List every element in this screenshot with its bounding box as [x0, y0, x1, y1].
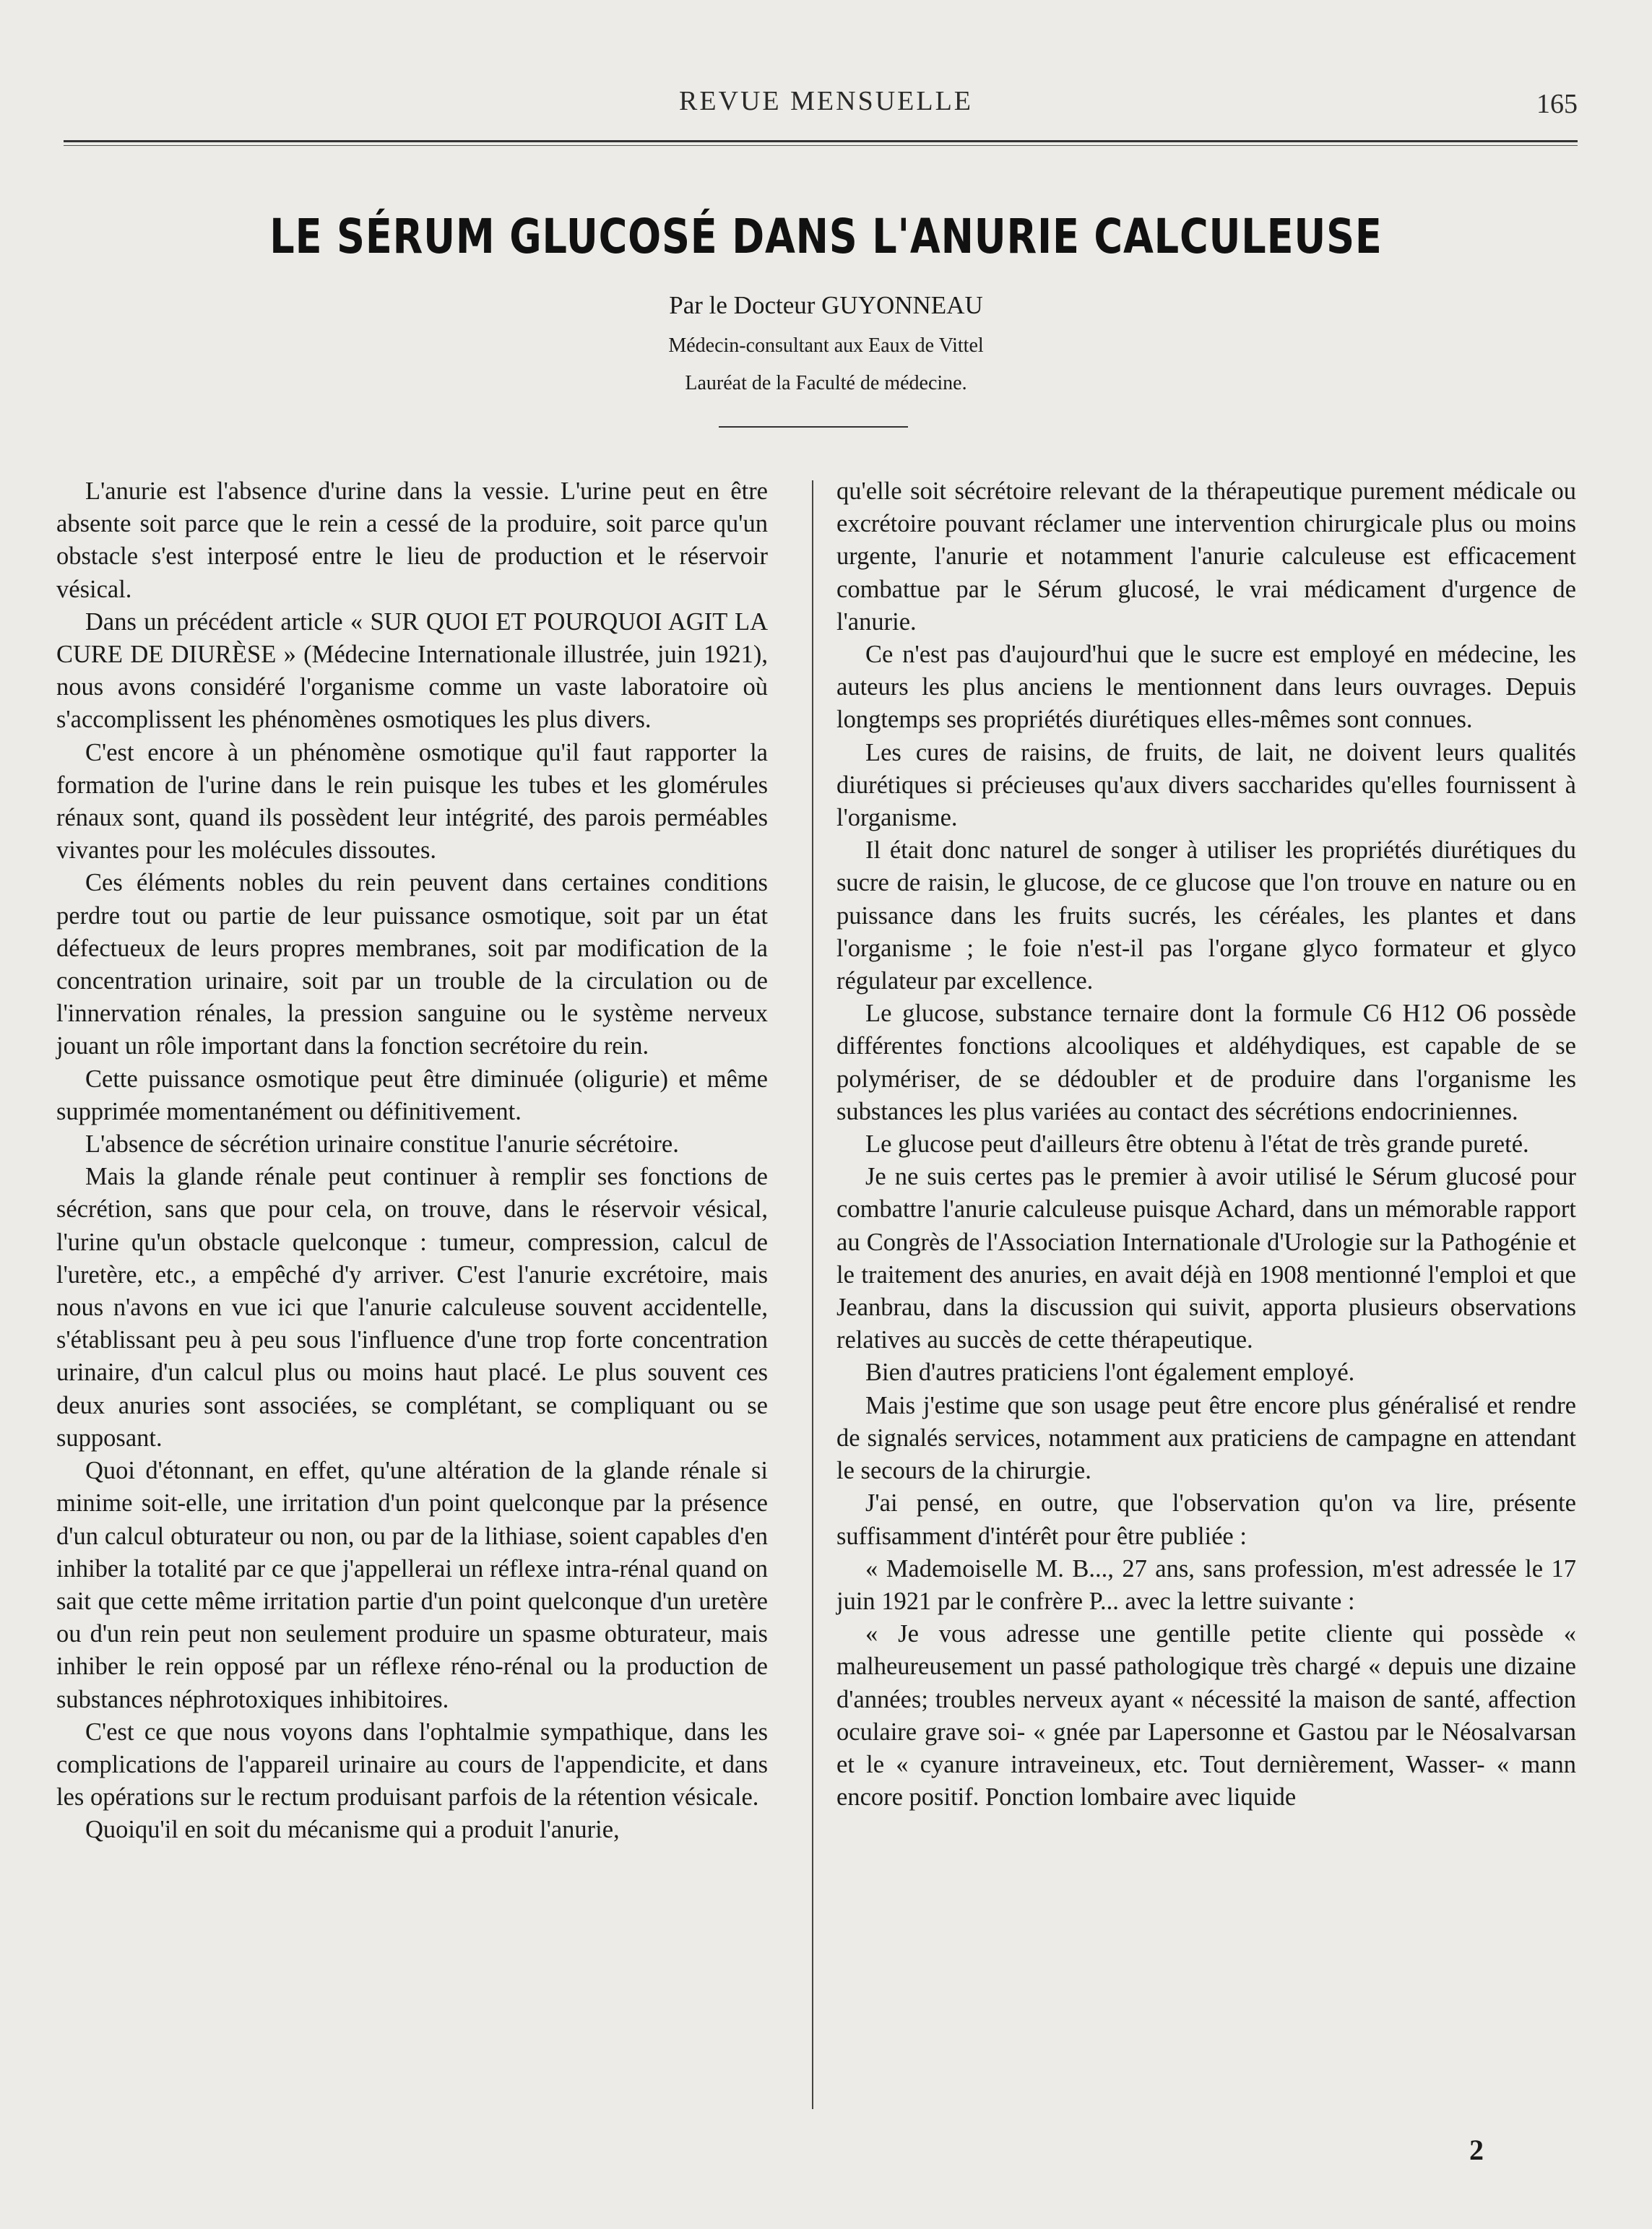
paragraph: Mais j'estime que son usage peut être encore plus généralisé et rendre de signalés services, notamment aux praticiens de campagne en attendant le secours de la chirurgie.: [836, 1391, 1576, 1485]
paragraph: Cette puissance osmotique peut être diminuée (oligurie) et même supprimée momentanément ou définitivement.: [56, 1065, 768, 1125]
letter-quote: « Je vous adresse une gentille petite cliente qui possède « malheureusement un passé pathologique très chargé « depuis une dizaine d'années; troubles nerveux ayant « nécessité la maison de santé, affection oculaire grave soi- « gnée par Lapersonne et Gastou par le Néosalvarsan et le « cyanure intraveineux, etc. Tout dernièrement, Wasser- « mann encore positif. Ponction lombaire avec liquide: [836, 1620, 1576, 1812]
author-byline: Par le Docteur GUYONNEAU: [669, 291, 983, 319]
paragraph: Ce n'est pas d'aujourd'hui que le sucre est employé en médecine, les auteurs les plus anciens le mentionnent dans leurs ouvrages. Depuis longtemps ses propriétés diurétiques elles-mêmes sont connues.: [836, 641, 1576, 734]
paragraph: C'est encore à un phénomène osmotique qu'il faut rapporter la formation de l'urine dans le rein puisque les tubes et les glomérules rénaux sont, quand ils possèdent leur intégrité, des parois perméables vivantes pour les molécules dissoutes.: [56, 738, 768, 865]
right-column: [836, 475, 1576, 1814]
signature-mark: 2: [1469, 2134, 1484, 2166]
paragraph: Je ne suis certes pas le premier à avoir utilisé le Sérum glucosé pour combattre l'anurie calculeuse puisque Achard, dans un mémorable rapport au Congrès de l'Association Internationale d'Urologie sur la Pathogénie et le traitement des anuries, en avait déjà en 1908 mentionné l'emploi et que Jeanbrau, dans la discussion qui suivit, apporta plusieurs observations relatives au succès de cette thérapeutique.: [836, 1163, 1576, 1354]
paragraph: L'absence de sécrétion urinaire constitue l'anurie sécrétoire.: [85, 1130, 679, 1159]
column-divider: [812, 480, 813, 2109]
running-header: [0, 85, 1652, 136]
page-number: 165: [1536, 89, 1578, 119]
author-affiliation: Médecin-consultant aux Eaux de Vittel: [668, 334, 984, 357]
article-title: LE SÉRUM GLUCOSÉ DANS L'ANURIE CALCULEUSE: [269, 209, 1383, 264]
paragraph: Le glucose peut d'ailleurs être obtenu à l'état de très grande pureté.: [865, 1130, 1529, 1159]
paragraph: Bien d'autres praticiens l'ont également employé.: [865, 1359, 1355, 1387]
paragraph: L'anurie est l'absence d'urine dans la vessie. L'urine peut en être absente soit parce que le rein a cessé de la produire, soit parce qu'un obstacle s'est interposé entre le lieu de production et le réservoir vésical.: [56, 477, 768, 603]
paragraph: Quoi d'étonnant, en effet, qu'une altération de la glande rénale si minime soit-elle, une irritation d'un point quelconque par la présence d'un calcul obturateur ou non, ou par de la lithiase, soient capables d'en inhiber la totalité par ce que j'appellerai un réflexe intra-rénal quand on sait que cette même irritation partie d'un point quelconque d'un uretère ou d'un rein peut non seulement produire un spasme obturateur, mais inhiber le rein opposé par un réflexe réno-rénal ou la production de substances néphrotoxiques inhibitoires.: [56, 1457, 768, 1713]
author-distinction: Lauréat de la Faculté de médecine.: [685, 372, 967, 394]
paragraph: Ces éléments nobles du rein peuvent dans certaines conditions perdre tout ou partie de leur puissance osmotique, soit par un état défectueux de leurs propres membranes, soit par modification de la concentration urinaire, soit par un trouble de la circulation ou de l'innervation rénales, la pression sanguine ou le système nerveux jouant un rôle important dans la fonction secrétoire du rein.: [56, 869, 768, 1060]
paragraph: Quoiqu'il en soit du mécanisme qui a produit l'anurie,: [85, 1816, 620, 1844]
paragraph: J'ai pensé, en outre, que l'observation qu'on va lire, présente suffisamment d'intérêt pour être publiée :: [836, 1489, 1576, 1550]
header-rule: [64, 140, 1578, 146]
paragraph: C'est ce que nous voyons dans l'ophtalmie sympathique, dans les complications de l'appareil urinaire au cours de l'appendicite, et dans les opérations sur le rectum produisant parfois de la rétention vésicale.: [56, 1718, 768, 1812]
paragraph: Le glucose, substance ternaire dont la formule C6 H12 O6 possède différentes fonctions alcooliques et aldéhydiques, est capable de se polymériser, de se dédoubler et de produire dans l'organisme les substances les plus variées au contact des sécrétions endocriniennes.: [836, 1000, 1576, 1125]
paragraph: Mais la glande rénale peut continuer à remplir ses fonctions de sécrétion, sans que pour cela, on trouve, dans le réservoir vésical, l'urine qu'un obstacle quelconque : tumeur, compression, calcul de l'uretère, etc., a empêché d'y arriver. C'est l'anurie excrétoire, mais nous n'avons en vue ici que l'anurie calculeuse souvent accidentelle, s'établissant peu à peu sous l'influence d'une trop forte concentration urinaire, d'un calcul plus ou moins haut placé. Le plus souvent ces deux anuries sont associées, se complétant, se compliquant ou se supposant.: [56, 1163, 768, 1452]
paragraph: Il était donc naturel de songer à utiliser les propriétés diurétiques du sucre de raisin, le glucose, de ce glucose que l'on trouve en nature ou en puissance dans les fruits sucrés, les céréales, les plantes et dans l'organisme ; le foie n'est-il pas l'organe glyco formateur et glyco régulateur par excellence.: [836, 836, 1576, 995]
title-rule: [719, 426, 908, 428]
paragraph: Dans un précédent article « SUR QUOI ET POURQUOI AGIT LA CURE DE DIURÈSE » (Médecine Internationale illustrée, juin 1921), nous avons considéré l'organisme comme un vaste laboratoire où s'accomplissent les phénomènes osmotiques les plus divers.: [56, 607, 768, 734]
paragraph: Les cures de raisins, de fruits, de lait, ne doivent leurs qualités diurétiques si précieuses qu'aux divers saccharides qu'elles fournissent à l'organisme.: [836, 738, 1576, 832]
running-title: REVUE MENSUELLE: [678, 86, 974, 116]
left-column: [56, 475, 768, 1847]
paragraph: qu'elle soit sécrétoire relevant de la thérapeutique purement médicale ou excrétoire pouvant réclamer une intervention chirurgicale plus ou moins urgente, l'anurie et notamment l'anurie calculeuse est efficacement combattue par le Sérum glucosé, le vrai médicament d'urgence de l'anurie.: [836, 477, 1576, 636]
paragraph: « Mademoiselle M. B..., 27 ans, sans profession, m'est adressée le 17 juin 1921 par le confrère P... avec la lettre suivante :: [836, 1554, 1576, 1615]
